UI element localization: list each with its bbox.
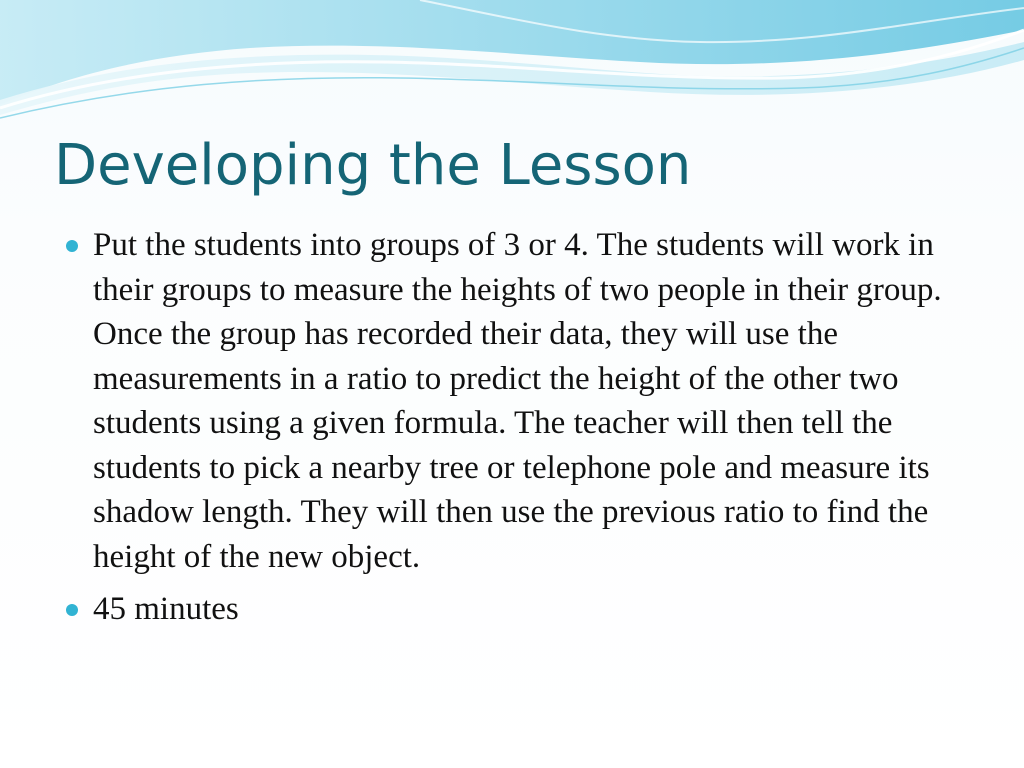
bullet-text: 45 minutes — [93, 591, 239, 627]
bullet-item — [64, 587, 964, 632]
bullet-item — [64, 223, 964, 579]
bullet-text: Put the students into groups of 3 or 4. The students will work in their groups to measure the heights of two people in their group. Once the group has recorded their data, they will use the measurements in a ratio to predict the height of the other two students using a given formula. The teacher will then tell the students to pick a nearby tree or telephone pole and measure its shadow length. They will then use the previous ratio to find the height of the new object. — [93, 227, 942, 575]
bullet-list — [64, 223, 964, 640]
decorative-wave-banner — [0, 0, 1024, 140]
bullet-dot-icon — [66, 604, 78, 616]
slide-title: Developing the Lesson — [54, 133, 692, 198]
bullet-dot-icon — [66, 240, 78, 252]
